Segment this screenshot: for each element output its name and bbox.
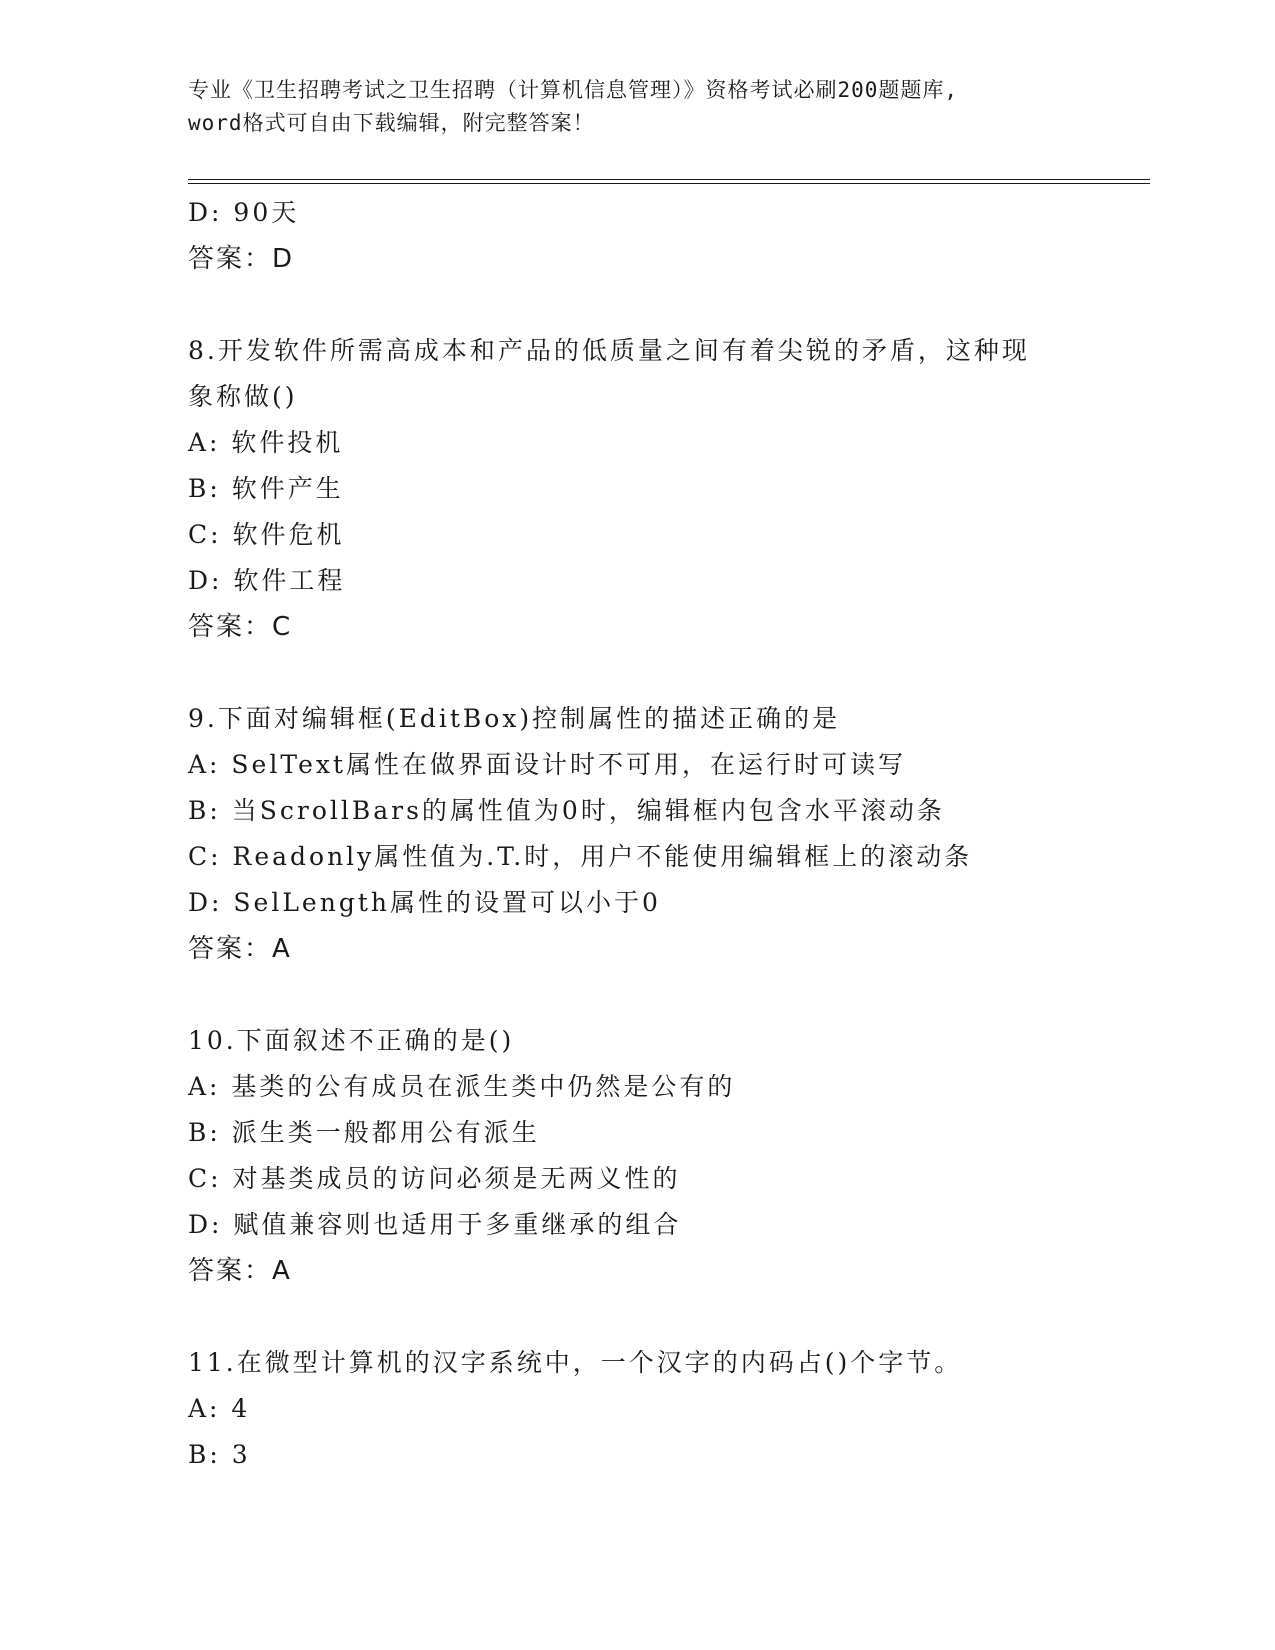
option-d: D: 赋值兼容则也适用于多重继承的组合 (188, 1210, 682, 1239)
question-10 (188, 1018, 1088, 1294)
answer-label: 答案：A (188, 934, 292, 964)
question-list (188, 190, 1088, 1478)
question-stem: 11.在微型计算机的汉字系统中，一个汉字的内码占()个字节。 (188, 1348, 963, 1377)
answer-label: 答案：C (188, 612, 293, 642)
document-header (188, 74, 1088, 140)
question-stem: 9.下面对编辑框(EditBox)控制属性的描述正确的是 (188, 704, 841, 733)
option-d: D: 软件工程 (188, 566, 346, 595)
option-c: C: Readonly属性值为.T.时，用户不能使用编辑框上的滚动条 (188, 842, 973, 871)
option-a: A: 软件投机 (188, 428, 344, 457)
option-d: D: 90天 (188, 198, 300, 227)
answer-label: 答案：D (188, 244, 295, 274)
option-c: C: 对基类成员的访问必须是无两义性的 (188, 1164, 681, 1193)
question-stem: 10.下面叙述不正确的是() (188, 1026, 515, 1055)
option-b: B: 当ScrollBars的属性值为0时，编辑框内包含水平滚动条 (188, 796, 945, 825)
header-title-line-2: word格式可自由下载编辑，附完整答案！ (188, 111, 595, 135)
question-stem-continued: 象称做() (188, 382, 298, 411)
header-title-line-1: 专业《卫生招聘考试之卫生招聘（计算机信息管理）》资格考试必刷200题题库, (188, 78, 959, 102)
header-divider-bottom (188, 183, 1150, 184)
option-b: B: 软件产生 (188, 474, 344, 503)
answer-label: 答案：A (188, 1256, 292, 1286)
question-8 (188, 328, 1088, 650)
option-c: C: 软件危机 (188, 520, 345, 549)
option-b: B: 3 (188, 1440, 251, 1469)
option-a: A: 4 (188, 1394, 251, 1423)
option-a: A: SelText属性在做界面设计时不可用，在运行时可读写 (188, 750, 907, 779)
header-divider-top (188, 179, 1150, 180)
option-a: A: 基类的公有成员在派生类中仍然是公有的 (188, 1072, 736, 1101)
option-b: B: 派生类一般都用公有派生 (188, 1118, 540, 1147)
question-11 (188, 1340, 1088, 1478)
question-7-tail (188, 190, 1088, 282)
question-9 (188, 696, 1088, 972)
option-d: D: SelLength属性的设置可以小于0 (188, 888, 661, 917)
question-stem: 8.开发软件所需高成本和产品的低质量之间有着尖锐的矛盾，这种现 (188, 336, 1030, 365)
